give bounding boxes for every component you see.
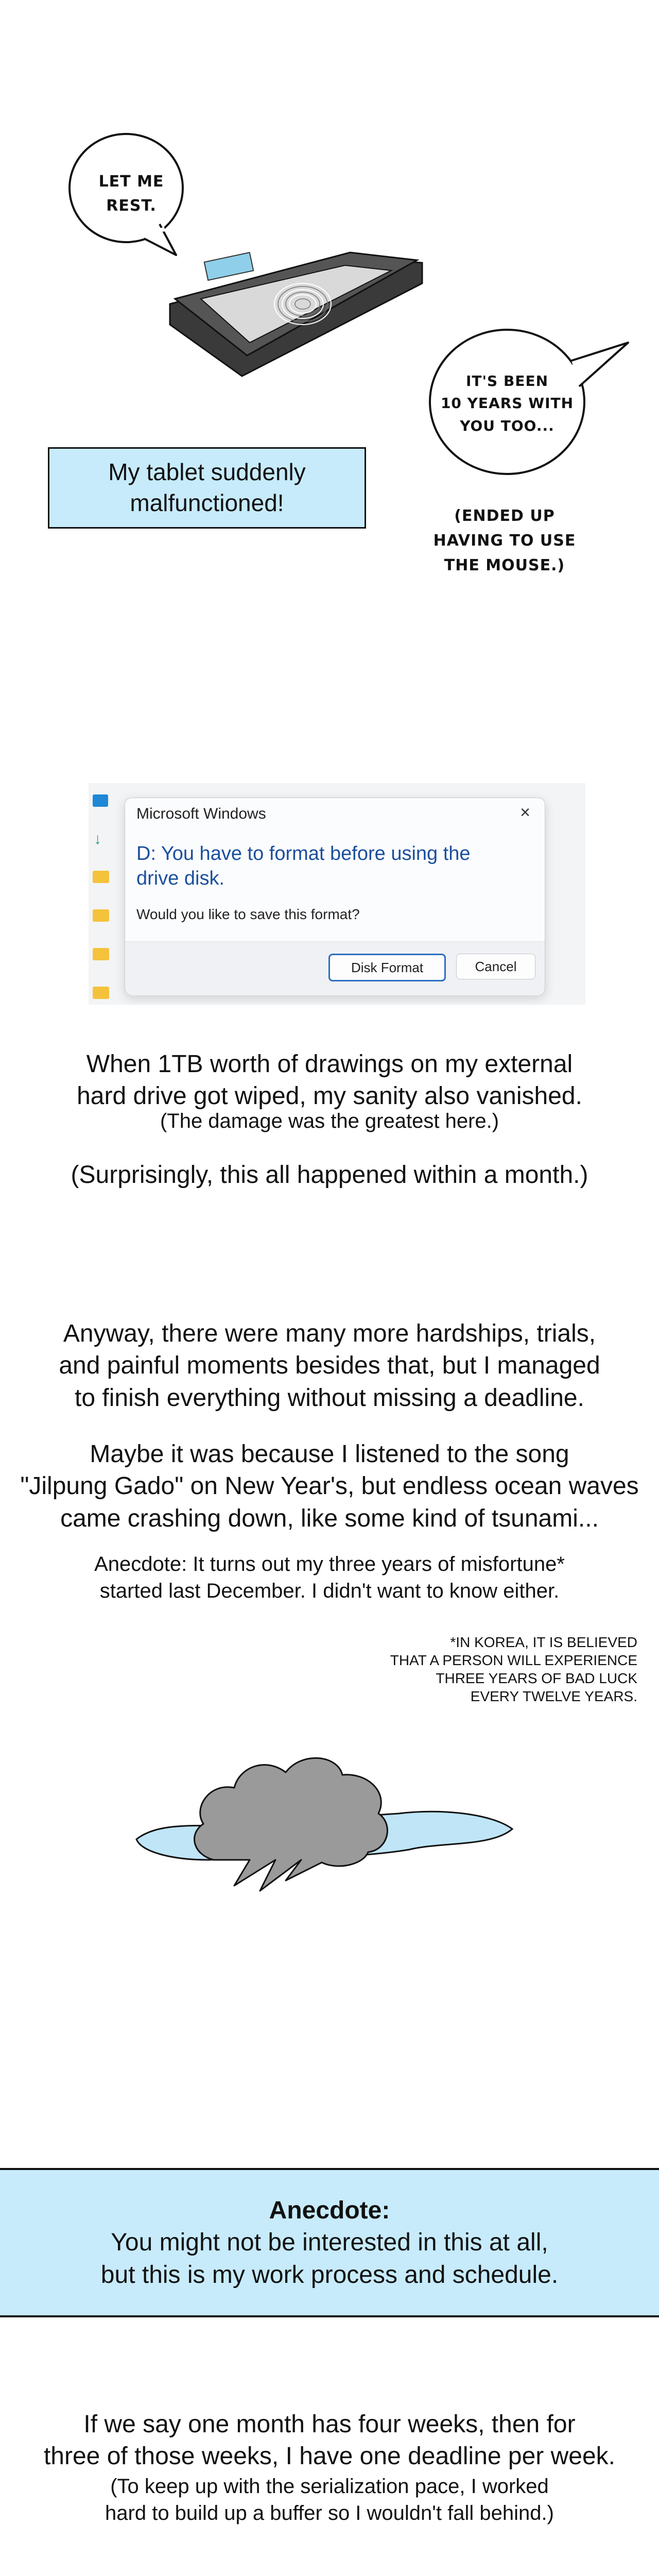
- footnote-line: *IN KOREA, IT IS BELIEVED: [450, 1634, 637, 1650]
- folder-icon: [93, 948, 109, 960]
- text2-para3-line: Anecdote: It turns out my three years of misfortune*: [94, 1553, 565, 1575]
- text1-line: (Surprisingly, this all happened within a month.): [71, 1161, 588, 1189]
- text3-note: hard to build up a buffer so I wouldn't fall behind.): [105, 2502, 554, 2524]
- text1-line: When 1TB worth of drawings on my external: [86, 1050, 573, 1078]
- footnote-line: THREE YEARS OF BAD LUCK: [436, 1670, 637, 1686]
- aside-line: HAVING TO USE: [433, 532, 576, 550]
- text2-para2-line: "Jilpung Gado" on New Year's, but endless ocean waves: [20, 1472, 639, 1500]
- anecdote-line: You might not be interested in this at all,: [111, 2229, 548, 2257]
- text2-para3-line: started last December. I didn't want to know either.: [99, 1580, 560, 1602]
- caption-line: malfunctioned!: [130, 489, 284, 516]
- anecdote-title: Anecdote:: [269, 2197, 390, 2224]
- caption-box: [48, 447, 366, 529]
- anecdote-line: but this is my work process and schedule.: [100, 2261, 559, 2289]
- close-icon[interactable]: ×: [520, 803, 530, 822]
- text2-para1-line: to finish everything without missing a deadline.: [75, 1384, 584, 1412]
- caption-line: My tablet suddenly: [108, 459, 306, 486]
- bubble-right-line: YOU TOO...: [460, 417, 554, 434]
- text3-note: (To keep up with the serialization pace, I worked: [110, 2475, 549, 2498]
- disk-format-button[interactable]: Disk Format: [328, 954, 446, 981]
- dialog-heading-line: drive disk.: [136, 867, 225, 889]
- explorer-sidebar: [89, 783, 130, 1005]
- text2-para1-line: Anyway, there were many more hardships, trials,: [63, 1320, 596, 1347]
- dialog-heading: [136, 842, 471, 891]
- dialog-window: [125, 798, 545, 995]
- anecdote-band: [0, 2168, 659, 2317]
- panel-tablet: [0, 0, 659, 618]
- footnote-line: THAT A PERSON WILL EXPERIENCE: [390, 1652, 637, 1668]
- aside-line: THE MOUSE.): [444, 556, 565, 574]
- download-icon: ↓: [94, 831, 101, 848]
- folder-icon: [93, 909, 109, 922]
- text1-note: (The damage was the greatest here.): [160, 1110, 499, 1132]
- bubble-right-line: 10 YEARS WITH: [440, 395, 574, 412]
- dialog-heading-line: D: You have to format before using the: [136, 843, 471, 865]
- panel-dialog: [89, 783, 585, 1005]
- text2-para2-line: Maybe it was because I listened to the song: [90, 1440, 569, 1468]
- folder-icon: [93, 871, 109, 883]
- bubble-right-line: IT'S BEEN: [465, 372, 549, 389]
- text3-line: If we say one month has four weeks, then for: [83, 2411, 576, 2438]
- cancel-button[interactable]: Cancel: [456, 954, 535, 979]
- storm-cloud-illustration: [131, 1736, 517, 1911]
- aside-line: (ENDED UP: [454, 507, 555, 525]
- tablet-illustration: [165, 247, 432, 392]
- text1-line: hard drive got wiped, my sanity also vanished.: [77, 1082, 582, 1110]
- dialog-title: Microsoft Windows: [136, 805, 266, 822]
- bubble-left-line: LET ME: [98, 173, 164, 191]
- drive-icon: [93, 794, 108, 807]
- text3-line: three of those weeks, I have one deadline per week.: [43, 2443, 616, 2470]
- text2-para1-line: and painful moments besides that, but I managed: [59, 1352, 600, 1380]
- text2-para2-line: came crashing down, like some kind of tsunami...: [60, 1504, 599, 1532]
- bubble-left-line: REST.: [106, 196, 157, 215]
- footnote-line: EVERY TWELVE YEARS.: [470, 1688, 637, 1704]
- dialog-question: Would you like to save this format?: [136, 906, 360, 922]
- folder-icon: [93, 987, 109, 999]
